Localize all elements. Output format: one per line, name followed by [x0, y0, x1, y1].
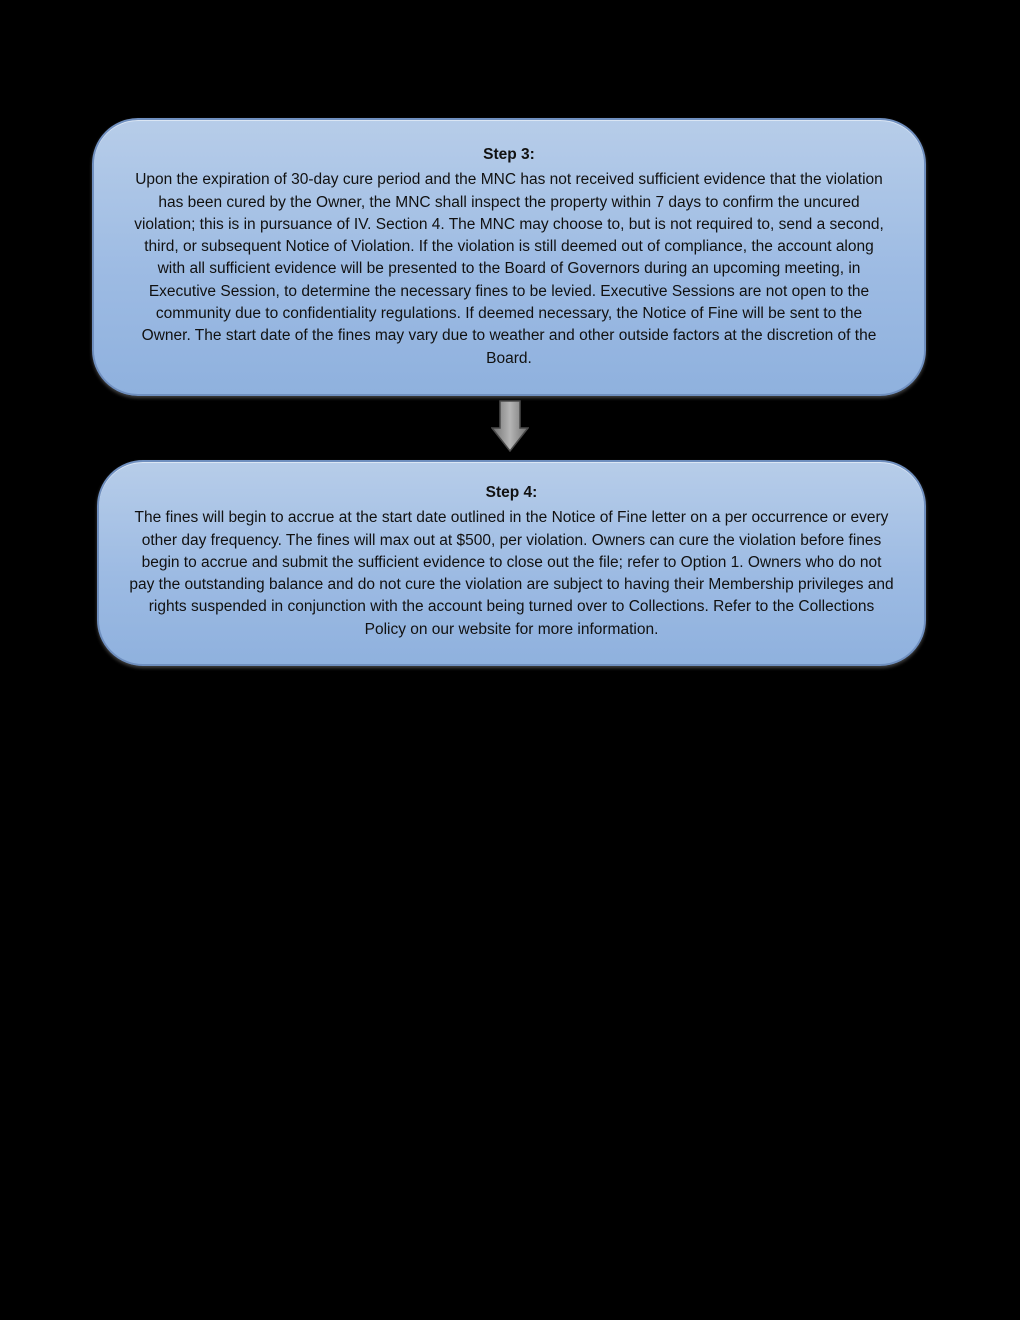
step-3-box — [92, 118, 926, 396]
step-4-text: The fines will begin to accrue at the start date outlined in the Notice of Fine letter on a per occurrence or every other day frequency. The fines will max out at $500, per violation. Owners can cure the violation before fines begin to accrue and submit the sufficient evidence to close out the file; refer to Option 1. Owners who do not pay the outstanding balance and do not cure the violation are subject to having their Membership privileges and rights suspended in conjunction with the account being turned over to Collections. Refer to the Collections Policy on our website for more information. — [129, 509, 894, 638]
step-3-text: Upon the expiration of 30-day cure period and the MNC has not received sufficient evidence that the violation has been cured by the Owner, the MNC shall inspect the property within 7 days to confirm the uncured violation; this is in pursuance of IV. Section 4. The MNC may choose to, but is not required to, send a second, third, or subsequent Notice of Violation. If the violation is still deemed out of compliance, the account along with all sufficient evidence will be presented to the Board of Governors during an upcoming meeting, in Executive Session, to determine the necessary fines to be levied. Executive Sessions are not open to the community due to confidentiality regulations. If deemed necessary, the Notice of Fine will be sent to the Owner. The start date of the fines may vary due to weather and other outside factors at the discretion of the Board. — [134, 171, 884, 367]
step-4-title: Step 4: — [485, 484, 538, 501]
step-3-title: Step 3: — [483, 146, 535, 163]
down-arrow-icon — [491, 400, 529, 452]
step-4-box — [97, 460, 926, 666]
